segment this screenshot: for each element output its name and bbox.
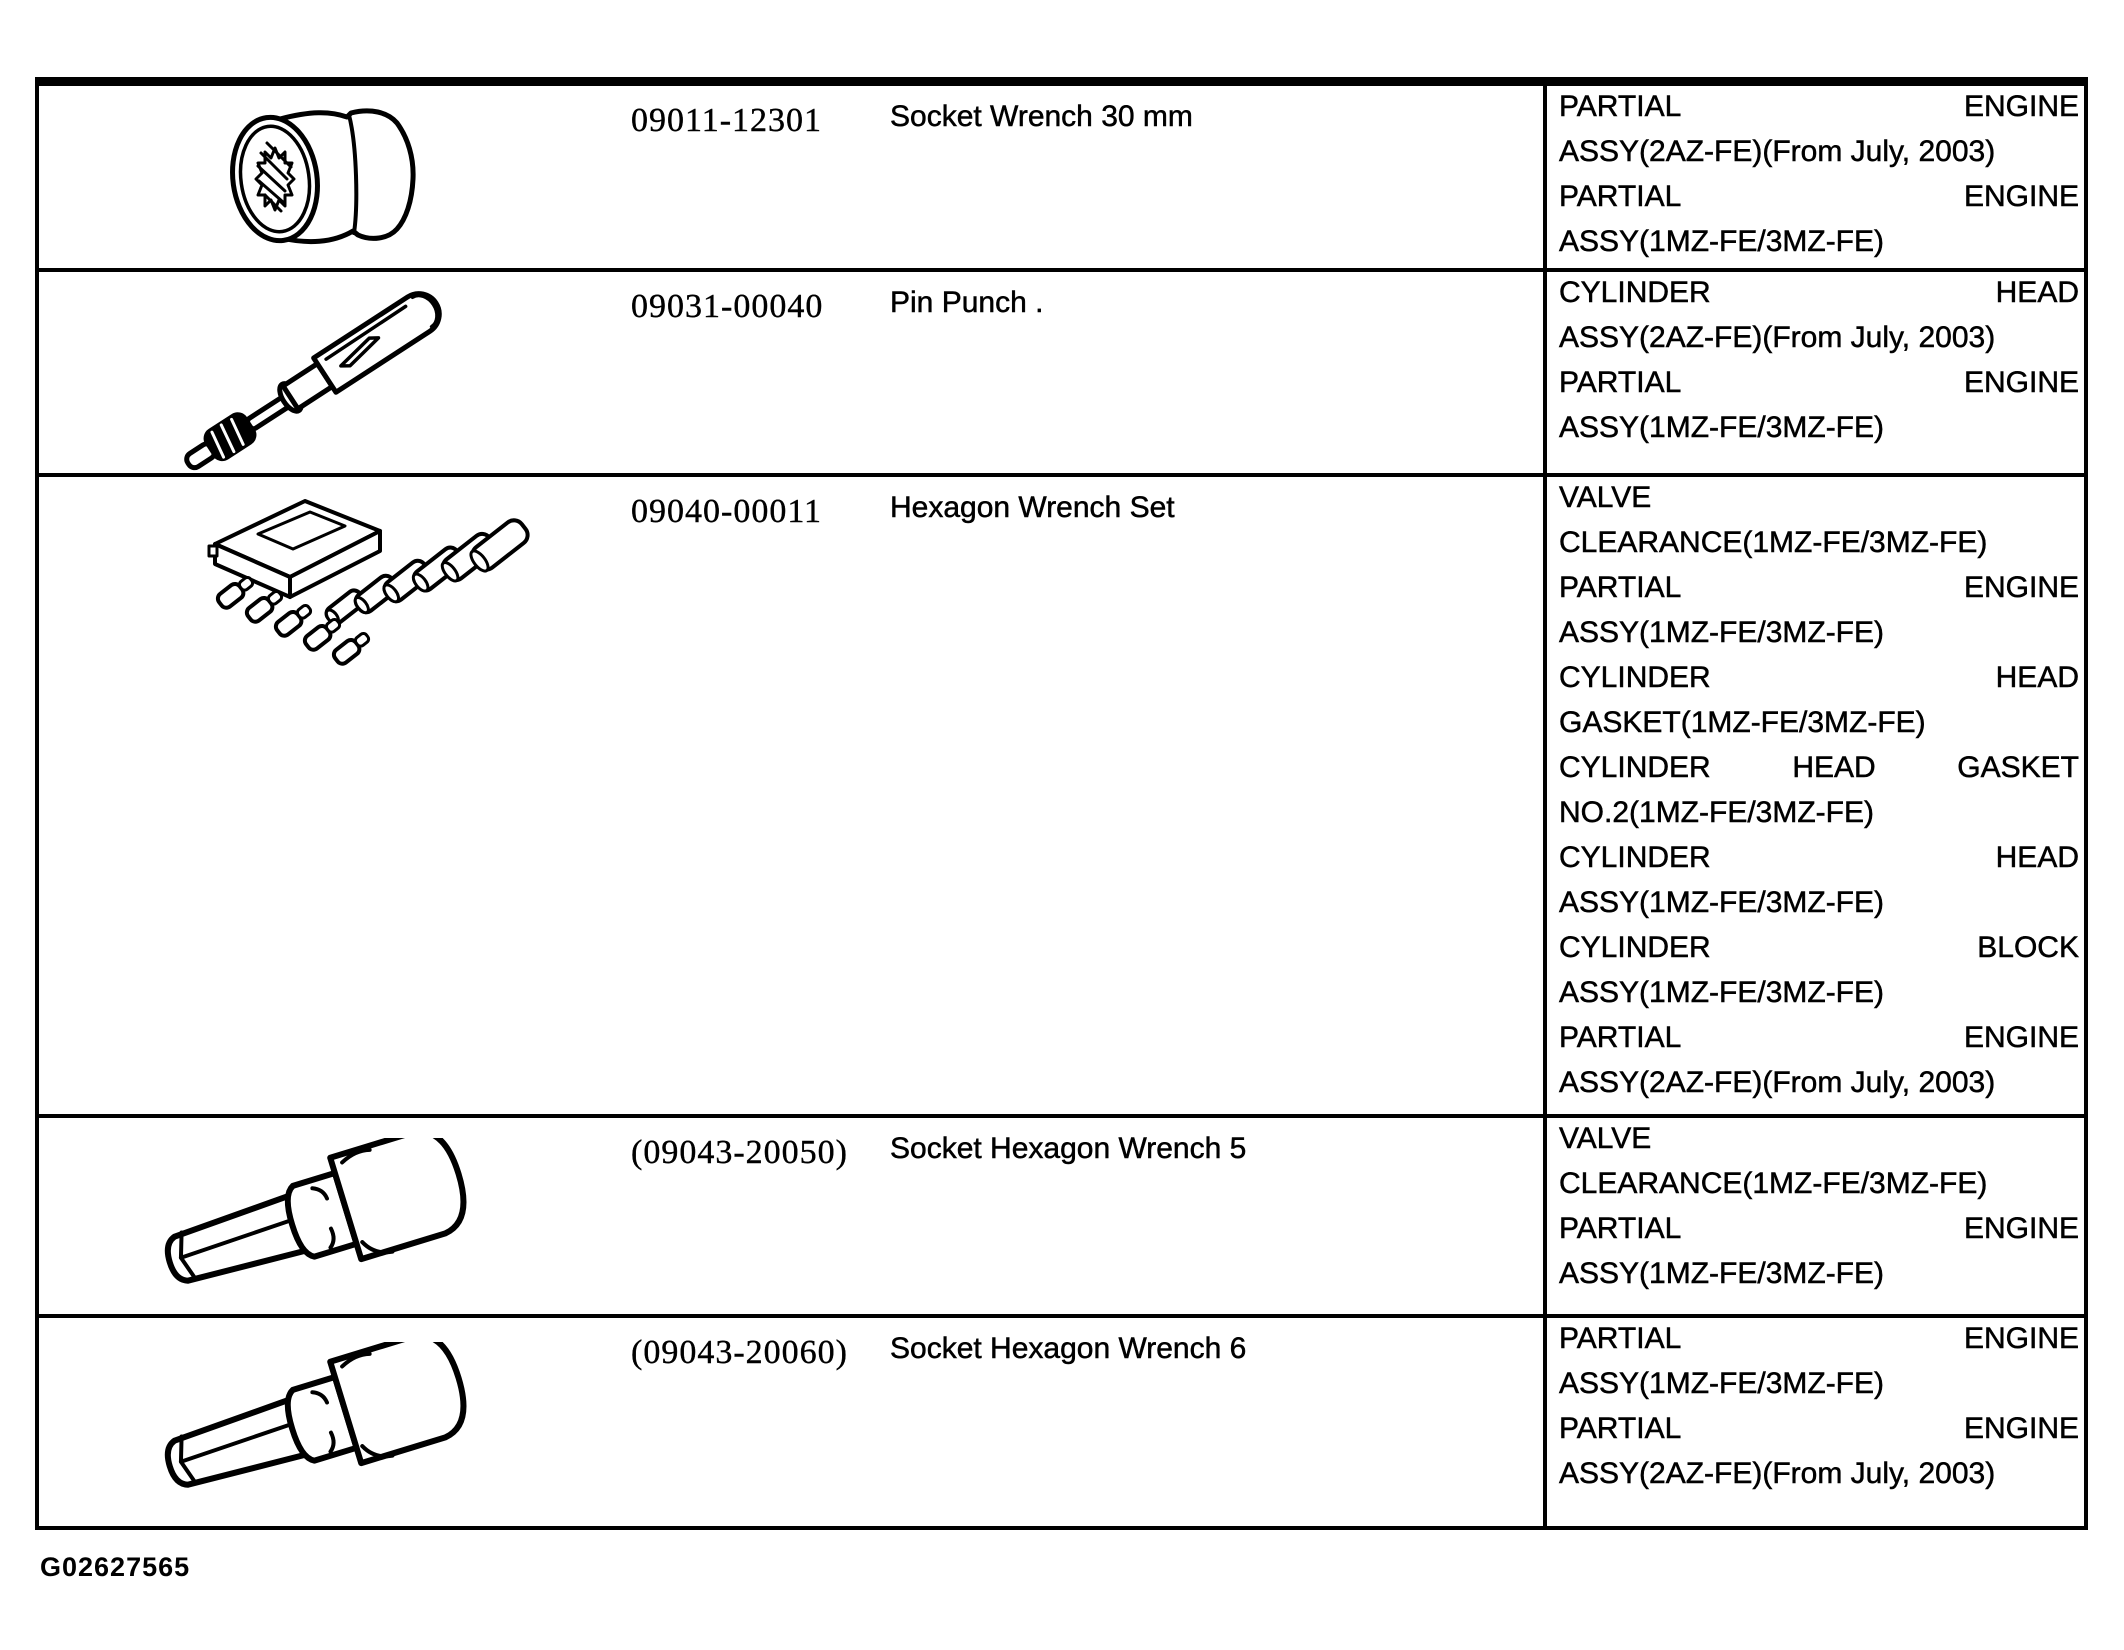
application-line bbox=[1559, 1457, 2079, 1502]
application-segment: BLOCK bbox=[1977, 931, 2079, 964]
application-line bbox=[1559, 1257, 2079, 1302]
application-segment: ENGINE bbox=[1963, 180, 2079, 213]
application-segment: CYLINDER bbox=[1559, 276, 1711, 309]
application-segment: ASSY(1MZ-FE/3MZ-FE) bbox=[1559, 976, 1885, 1009]
application-segment: CYLINDER bbox=[1559, 931, 1711, 964]
application-segment: ENGINE bbox=[1963, 366, 2079, 399]
application-segment: ASSY(1MZ-FE/3MZ-FE) bbox=[1559, 886, 1885, 919]
hexagon-wrench-set-illustration bbox=[200, 489, 530, 674]
application-segment: ENGINE bbox=[1963, 571, 2079, 604]
socket-wrench-illustration bbox=[225, 90, 425, 262]
application-segment: ASSY(2AZ-FE)(From July, 2003) bbox=[1559, 1457, 1996, 1490]
application-line bbox=[1559, 225, 2079, 270]
application-line bbox=[1559, 321, 2079, 366]
table-row bbox=[39, 477, 2084, 1118]
application-segment: PARTIAL bbox=[1559, 1322, 1682, 1355]
application-segment: HEAD bbox=[1995, 276, 2079, 309]
pin-punch-illustration bbox=[130, 286, 500, 476]
application-line bbox=[1559, 976, 2079, 1021]
application-list bbox=[1547, 477, 2084, 1111]
part-number: (09043-20050) bbox=[631, 1134, 848, 1171]
part-number: 09031-00040 bbox=[631, 288, 824, 325]
application-segment: PARTIAL bbox=[1559, 1212, 1682, 1245]
socket-hexagon-wrench-5-illustration bbox=[151, 1138, 471, 1298]
application-segment: NO.2(1MZ-FE/3MZ-FE) bbox=[1559, 796, 1874, 829]
application-line bbox=[1559, 1122, 2079, 1167]
tool-name: Hexagon Wrench Set bbox=[890, 491, 1175, 524]
application-line bbox=[1559, 90, 2079, 135]
application-line bbox=[1559, 135, 2079, 180]
application-segment: HEAD bbox=[1792, 751, 1876, 784]
application-line bbox=[1559, 411, 2079, 456]
application-line bbox=[1559, 886, 2079, 931]
application-line bbox=[1559, 751, 2079, 796]
application-segment: ASSY(2AZ-FE)(From July, 2003) bbox=[1559, 321, 1996, 354]
tool-name: Socket Wrench 30 mm bbox=[890, 100, 1193, 133]
application-segment: ASSY(1MZ-FE/3MZ-FE) bbox=[1559, 1367, 1885, 1400]
application-segment: CYLINDER bbox=[1559, 751, 1711, 784]
sst-tool-table bbox=[35, 77, 2088, 1530]
application-segment: GASKET(1MZ-FE/3MZ-FE) bbox=[1559, 706, 1926, 739]
application-line bbox=[1559, 931, 2079, 976]
application-segment: HEAD bbox=[1995, 841, 2079, 874]
application-segment: VALVE bbox=[1559, 481, 1652, 514]
application-segment: ASSY(1MZ-FE/3MZ-FE) bbox=[1559, 616, 1885, 649]
application-line bbox=[1559, 366, 2079, 411]
application-line bbox=[1559, 1412, 2079, 1457]
part-number: 09040-00011 bbox=[631, 493, 823, 530]
table-row bbox=[39, 1318, 2084, 1526]
application-line bbox=[1559, 1021, 2079, 1066]
application-segment: ASSY(2AZ-FE)(From July, 2003) bbox=[1559, 135, 1996, 168]
application-line bbox=[1559, 571, 2079, 616]
application-segment: ENGINE bbox=[1963, 1021, 2079, 1054]
application-segment: HEAD bbox=[1995, 661, 2079, 694]
tool-name: Socket Hexagon Wrench 5 bbox=[890, 1132, 1247, 1165]
application-list bbox=[1547, 1318, 2084, 1502]
tool-name: Socket Hexagon Wrench 6 bbox=[890, 1332, 1247, 1365]
application-list bbox=[1547, 86, 2084, 270]
application-segment: PARTIAL bbox=[1559, 1021, 1682, 1054]
table-row bbox=[39, 272, 2084, 477]
application-segment: ASSY(1MZ-FE/3MZ-FE) bbox=[1559, 225, 1885, 258]
application-line bbox=[1559, 1322, 2079, 1367]
application-segment: PARTIAL bbox=[1559, 180, 1682, 213]
application-line bbox=[1559, 661, 2079, 706]
application-segment: PARTIAL bbox=[1559, 571, 1682, 604]
application-segment: ENGINE bbox=[1963, 1412, 2079, 1445]
tool-name: Pin Punch . bbox=[890, 286, 1044, 319]
application-segment: PARTIAL bbox=[1559, 90, 1682, 123]
application-line bbox=[1559, 1367, 2079, 1412]
application-segment: PARTIAL bbox=[1559, 366, 1682, 399]
application-segment: PARTIAL bbox=[1559, 1412, 1682, 1445]
application-line bbox=[1559, 841, 2079, 886]
application-segment: CLEARANCE(1MZ-FE/3MZ-FE) bbox=[1559, 1167, 1988, 1200]
application-segment: ASSY(2AZ-FE)(From July, 2003) bbox=[1559, 1066, 1996, 1099]
table-row bbox=[39, 1118, 2084, 1318]
application-line bbox=[1559, 706, 2079, 751]
application-line bbox=[1559, 1066, 2079, 1111]
application-line bbox=[1559, 1167, 2079, 1212]
application-segment: ENGINE bbox=[1963, 90, 2079, 123]
socket-hexagon-wrench-6-illustration bbox=[151, 1342, 471, 1502]
application-line bbox=[1559, 481, 2079, 526]
application-segment: CYLINDER bbox=[1559, 661, 1711, 694]
part-number: 09011-12301 bbox=[631, 102, 823, 139]
application-segment: CYLINDER bbox=[1559, 841, 1711, 874]
application-segment: GASKET bbox=[1957, 751, 2079, 784]
figure-code: G02627565 bbox=[40, 1552, 191, 1582]
application-line bbox=[1559, 180, 2079, 225]
application-segment: ASSY(1MZ-FE/3MZ-FE) bbox=[1559, 1257, 1885, 1290]
application-segment: VALVE bbox=[1559, 1122, 1652, 1155]
table-row bbox=[39, 86, 2084, 272]
application-line bbox=[1559, 526, 2079, 571]
application-line bbox=[1559, 276, 2079, 321]
application-segment: ENGINE bbox=[1963, 1212, 2079, 1245]
application-segment: CLEARANCE(1MZ-FE/3MZ-FE) bbox=[1559, 526, 1988, 559]
application-segment: ENGINE bbox=[1963, 1322, 2079, 1355]
application-list bbox=[1547, 1118, 2084, 1302]
application-segment: ASSY(1MZ-FE/3MZ-FE) bbox=[1559, 411, 1885, 444]
application-line bbox=[1559, 796, 2079, 841]
application-list bbox=[1547, 272, 2084, 456]
part-number: (09043-20060) bbox=[631, 1334, 848, 1371]
application-line bbox=[1559, 616, 2079, 661]
application-line bbox=[1559, 1212, 2079, 1257]
